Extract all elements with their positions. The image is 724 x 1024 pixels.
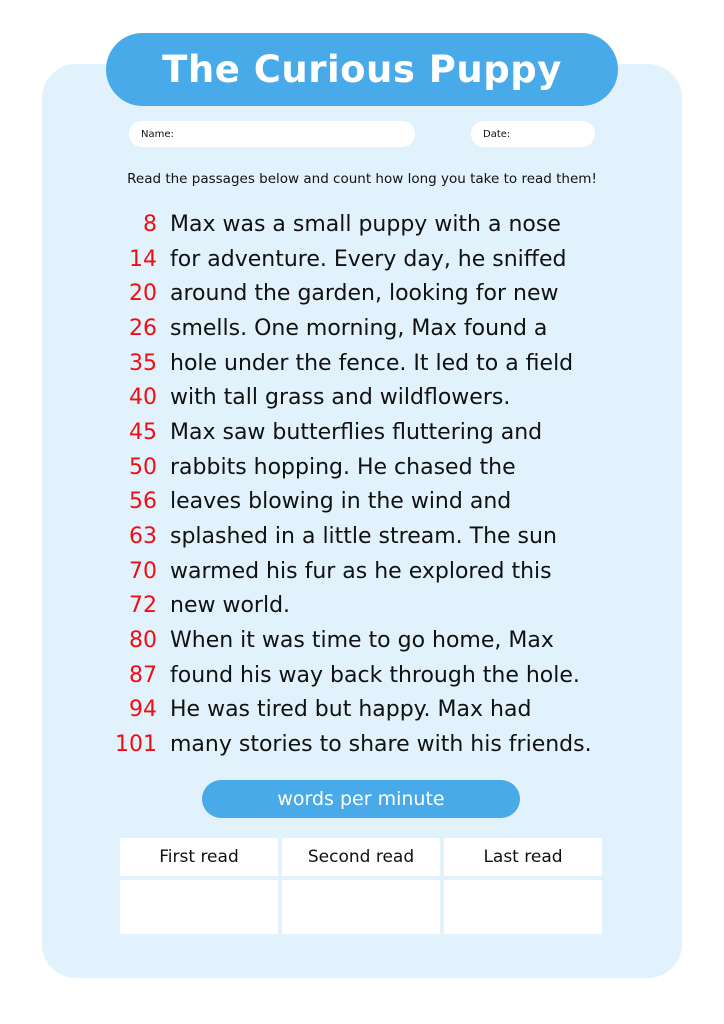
passage-text: new world. — [170, 593, 291, 619]
passage-text: When it was time to go home, Max — [170, 628, 554, 654]
word-count: 20 — [129, 281, 157, 307]
word-count: 80 — [129, 628, 157, 654]
word-count: 26 — [129, 315, 157, 341]
passage-text: rabbits hopping. He chased the — [170, 454, 516, 480]
word-count: 70 — [129, 558, 157, 584]
word-count: 40 — [129, 385, 157, 411]
passage-line — [110, 519, 670, 554]
passage-line — [110, 554, 670, 589]
passage-text: warmed his fur as he explored this — [170, 558, 552, 584]
last-read-cell[interactable] — [444, 880, 602, 934]
passage-text: many stories to share with his friends. — [170, 732, 592, 758]
passage-line — [110, 242, 670, 277]
passage-line — [110, 485, 670, 520]
date-field[interactable] — [471, 121, 595, 147]
passage-line — [110, 589, 670, 624]
date-label: Date: — [483, 128, 511, 140]
passage-text: leaves blowing in the wind and — [170, 489, 512, 515]
passage-text: He was tired but happy. Max had — [170, 697, 532, 723]
word-count: 94 — [129, 697, 157, 723]
passage-line — [110, 311, 670, 346]
word-count: 101 — [115, 732, 157, 758]
passage-line — [110, 380, 670, 415]
word-count: 50 — [129, 454, 157, 480]
instructions: Read the passages below and count how long you take to read them! — [127, 171, 597, 187]
passage-text: smells. One morning, Max found a — [170, 315, 548, 341]
last-read-header: Last read — [444, 838, 602, 876]
passage-text: with tall grass and wildflowers. — [170, 385, 511, 411]
word-count: 35 — [129, 350, 157, 376]
passage-text: for adventure. Every day, he sniffed — [170, 246, 567, 272]
second-read-cell[interactable] — [282, 880, 440, 934]
first-read-cell[interactable] — [120, 880, 278, 934]
passage-line — [110, 693, 670, 728]
word-count: 8 — [143, 211, 157, 237]
reading-times-table — [120, 838, 602, 934]
passage-line — [110, 276, 670, 311]
passage-text: around the garden, looking for new — [170, 281, 559, 307]
first-read-header: First read — [120, 838, 278, 876]
word-count: 72 — [129, 593, 157, 619]
passage-text: splashed in a little stream. The sun — [170, 524, 557, 550]
passage-line — [110, 207, 670, 242]
passage-line — [110, 346, 670, 381]
passage-line — [110, 415, 670, 450]
words-per-minute-banner: words per minute — [202, 780, 520, 818]
passage-text: Max saw butterflies fluttering and — [170, 419, 543, 445]
passage-text: hole under the fence. It led to a field — [170, 350, 574, 376]
word-count: 87 — [129, 662, 157, 688]
name-field[interactable] — [129, 121, 415, 147]
word-count: 56 — [129, 489, 157, 515]
word-count: 45 — [129, 419, 157, 445]
word-count: 63 — [129, 524, 157, 550]
passage-text: found his way back through the hole. — [170, 662, 580, 688]
name-label: Name: — [141, 128, 174, 140]
reading-passage — [110, 207, 670, 762]
second-read-header: Second read — [282, 838, 440, 876]
page-title: The Curious Puppy — [106, 33, 618, 106]
word-count: 14 — [129, 246, 157, 272]
passage-line — [110, 658, 670, 693]
passage-line — [110, 727, 670, 762]
passage-text: Max was a small puppy with a nose — [170, 211, 561, 237]
passage-line — [110, 623, 670, 658]
passage-line — [110, 450, 670, 485]
